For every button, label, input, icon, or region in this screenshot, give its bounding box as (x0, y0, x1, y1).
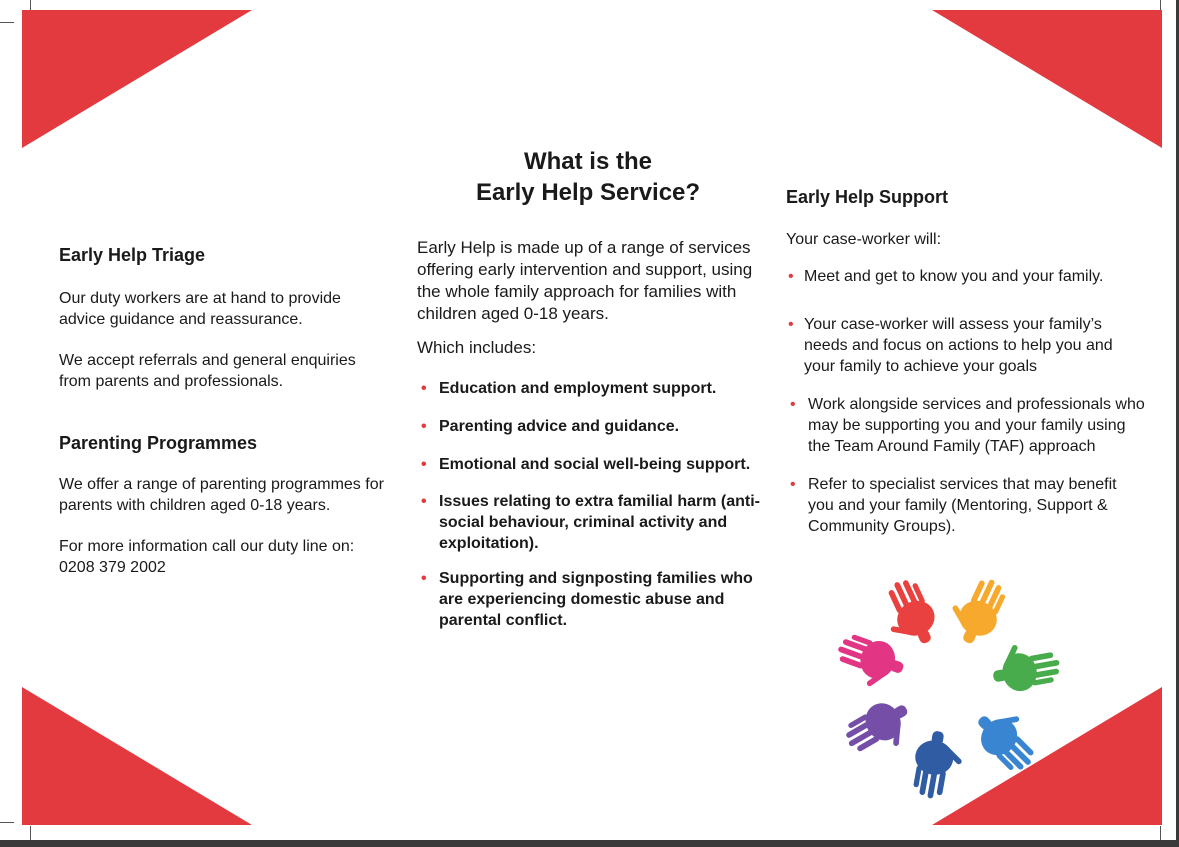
corner-triangle-bottom-left (22, 687, 252, 825)
hands-circle-icon (834, 570, 1060, 800)
crop-mark (30, 826, 31, 840)
bullet-icon: • (421, 493, 427, 510)
support-lead: Your case-worker will: (786, 231, 942, 248)
includes-label: Which includes: (417, 338, 537, 357)
page-title-line-1: What is the (523, 148, 652, 175)
service-item: • Education and employment support. (421, 380, 717, 397)
page-edge-bottom (0, 840, 1179, 847)
support-item: • Work alongside services and professionals who may be supporting you and your family using the Team Around Family (TAF) approach (790, 396, 1145, 455)
middle-column (417, 237, 762, 631)
hand-icon (988, 637, 1060, 696)
hand-icon (941, 570, 1013, 650)
service-item: • Emotional and social well-being support. (421, 456, 751, 473)
crop-mark (0, 22, 14, 23)
right-column (786, 187, 1146, 537)
triage-heading: Early Help Triage (59, 245, 206, 265)
bullet-icon: • (790, 476, 796, 493)
page-title-line-2: Early Help Service? (475, 179, 701, 206)
service-item: • Parenting advice and guidance. (421, 418, 680, 435)
crop-mark (0, 822, 14, 823)
bullet-icon: • (421, 418, 427, 435)
crop-mark (1160, 826, 1161, 840)
corner-triangle-top-right (932, 10, 1162, 148)
support-heading: Early Help Support (786, 187, 949, 207)
contact-paragraph: For more information call our duty line on: (59, 538, 355, 555)
corner-triangle-top-left (22, 10, 252, 148)
bullet-icon: • (421, 570, 427, 587)
support-list (786, 266, 1146, 537)
triage-paragraph-1: Our duty workers are at hand to provide advice guidance and reassurance. (59, 290, 341, 328)
bullet-icon: • (788, 268, 794, 285)
page-title (420, 146, 756, 208)
bullet-icon: • (421, 380, 427, 397)
parenting-paragraph: We offer a range of parenting programmes for parents with children aged 0-18 years. (59, 476, 384, 514)
support-item: • Meet and get to know you and your family. (788, 268, 1104, 285)
bullet-icon: • (790, 396, 796, 413)
hand-icon (838, 692, 920, 767)
bullet-icon: • (421, 456, 427, 473)
hand-icon (967, 698, 1049, 780)
service-item: • Supporting and signposting families who are experiencing domestic abuse and parental conflict. (421, 570, 753, 629)
parenting-heading: Parenting Programmes (59, 433, 258, 453)
service-item: • Issues relating to extra familial harm (anti-social behaviour, criminal activity and exploitation). (421, 493, 760, 552)
intro-paragraph: Early Help is made up of a range of services offering early intervention and support, using the whole family approach for families with children aged 0-18 years. (417, 238, 753, 323)
phone-number: 0208 379 2002 (59, 559, 166, 576)
triage-paragraph-2: We accept referrals and general enquiries from parents and professionals. (59, 352, 356, 390)
services-list (417, 378, 762, 631)
support-item: • Your case-worker will assess your family’s needs and focus on actions to help you and your family to achieve your goals (788, 316, 1113, 375)
bullet-icon: • (788, 316, 794, 333)
support-item: • Refer to specialist services that may benefit you and your family (Mentoring, Support & Community Groups). (790, 476, 1117, 535)
left-column (59, 245, 389, 578)
hand-icon (908, 728, 967, 800)
hand-icon (834, 628, 909, 696)
